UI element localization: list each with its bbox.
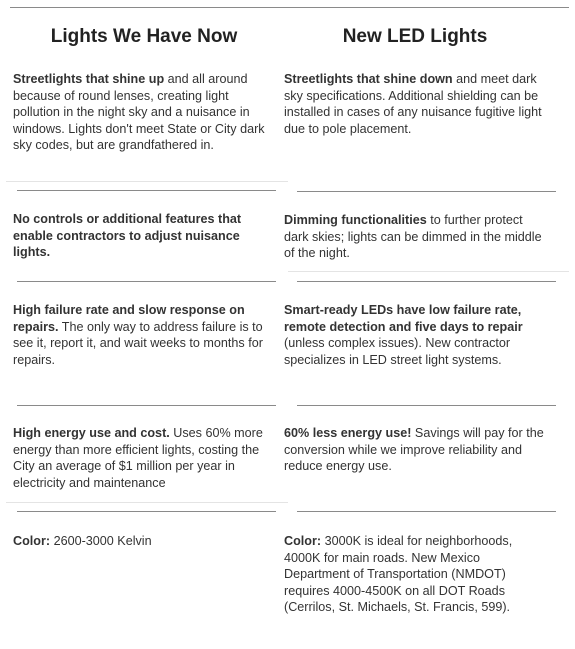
comparison-cell-controls <box>284 212 546 262</box>
comparison-cell-light-direction <box>13 71 275 154</box>
top-divider <box>10 7 569 8</box>
cell-body: 2600-3000 Kelvin <box>50 534 152 548</box>
cell-body: to further protect dark skies; lights can be dimmed in the middle of the night. <box>284 213 542 260</box>
cell-body: Uses 60% more energy than more efficient lights, costing the City an average of $1 million per year in electricity and maintenance <box>13 426 263 490</box>
cell-body: and all around because of round lenses, creating light pollution in the night sky and a nuisance in windows. Lights don't meet State or City dark sky codes, but are grandfathered in. <box>13 72 265 152</box>
comparison-cell-repairs <box>284 302 546 368</box>
row-divider <box>6 502 288 503</box>
row-divider <box>17 281 276 282</box>
column-heading: New LED Lights <box>342 26 488 47</box>
comparison-cell-repairs <box>13 302 275 368</box>
cell-lead: Smart-ready LEDs have low failure rate, remote detection and five days to repair <box>284 303 523 334</box>
comparison-cell-color <box>13 533 275 550</box>
cell-lead: Streetlights that shine up <box>13 72 165 86</box>
cell-lead: High energy use and cost. <box>13 426 170 440</box>
row-divider <box>297 191 556 192</box>
cell-lead: Color: <box>13 534 51 548</box>
row-divider <box>288 271 569 272</box>
cell-body: 3000K is ideal for neighborhoods, 4000K for main roads. New Mexico Department of Transportation (NMDOT) requires 4000-4500K on all DOT Roads (Cerrilos, St. Michaels, St. Francis, 599). <box>284 534 513 614</box>
cell-lead: High failure rate and slow response on repairs. <box>13 303 245 334</box>
column-heading: Lights We Have Now <box>50 26 238 47</box>
row-divider <box>17 511 276 512</box>
comparison-cell-light-direction <box>284 71 546 137</box>
cell-lead: No controls or additional features that enable contractors to adjust nuisance lights. <box>13 212 242 259</box>
cell-lead: Streetlights that shine down <box>284 72 453 86</box>
comparison-cell-energy <box>284 425 546 475</box>
cell-body: The only way to address failure is to see it, report it, and wait weeks to months for repairs. <box>13 319 263 367</box>
comparison-cell-controls <box>13 211 275 261</box>
cell-body: Savings will pay for the conversion while we improve reliability and reduce energy use. <box>284 426 544 473</box>
cell-body: (unless complex issues). New contractor specializes in LED street light systems. <box>284 336 511 367</box>
row-divider <box>6 181 288 182</box>
cell-lead: Dimming functionalities <box>284 213 427 227</box>
cell-lead: 60% less energy use! <box>284 426 412 440</box>
comparison-cell-energy <box>13 425 275 491</box>
row-divider <box>297 405 556 406</box>
row-divider <box>17 405 276 406</box>
row-divider <box>297 281 556 282</box>
row-divider <box>17 190 276 191</box>
cell-body: and meet dark sky specifications. Additional shielding can be installed in cases of any nuisance fugitive light due to pole placement. <box>284 72 542 136</box>
cell-lead: Color: <box>284 534 322 548</box>
row-divider <box>297 511 556 512</box>
comparison-cell-color <box>284 533 546 616</box>
